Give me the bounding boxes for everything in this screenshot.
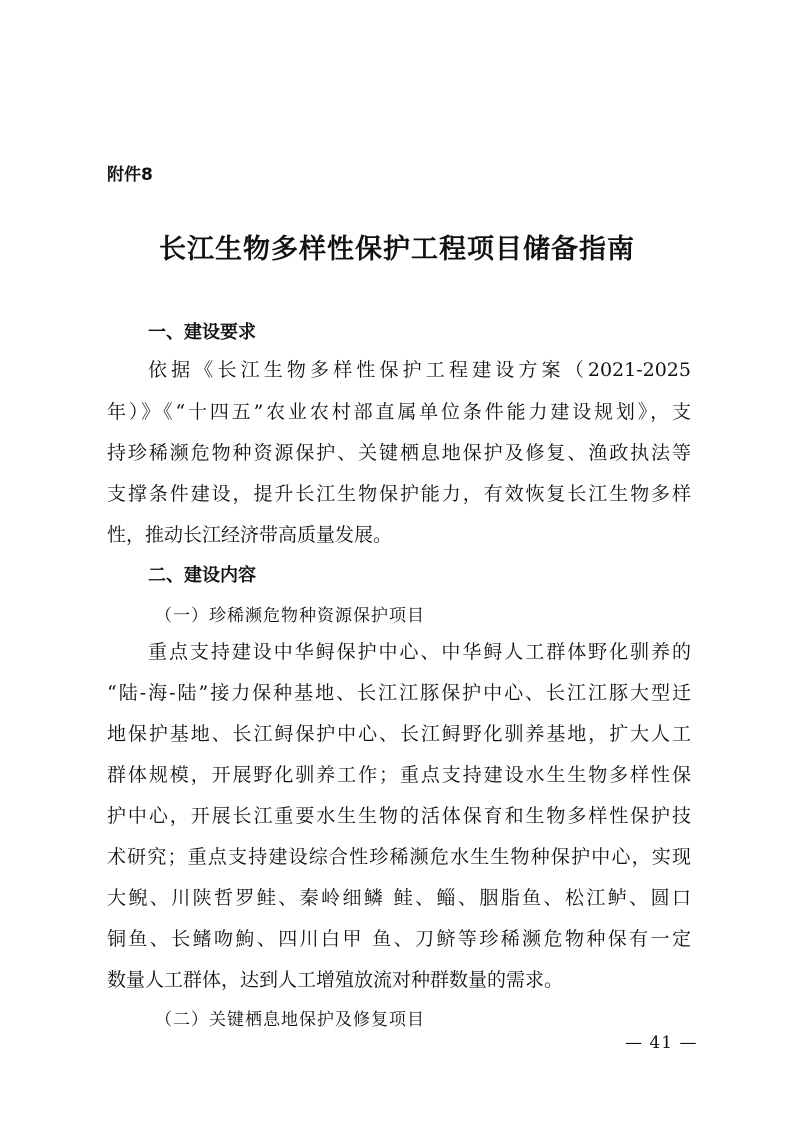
paragraph-line: 护中心，开展长江重要水生生物的活体保育和生物多样性保护技 [107, 805, 691, 827]
paragraph-line: 持珍稀濒危物种资源保护、关键栖息地保护及修复、渔政执法等 [107, 442, 691, 464]
section-heading-content: 二、建设内容 [148, 565, 256, 586]
paragraph-line: 年）》《“十四五”农业农村部直属单位条件能力建设规划》，支 [107, 401, 691, 423]
attachment-label: 附件8 [107, 165, 153, 185]
paragraph-line: 支撑条件建设，提升长江生物保护能力，有效恢复长江生物多样 [107, 483, 691, 505]
paragraph-line: 铜鱼、长鳍吻鮈、四川白甲 鱼、刀鲚等珍稀濒危物种保有一定 [107, 928, 691, 950]
paragraph-line: 数量人工群体，达到人工增殖放流对种群数量的需求。 [107, 969, 564, 991]
paragraph-line: “陆-海-陆”接力保种基地、长江江豚保护中心、长江江豚大型迁 [107, 682, 691, 704]
paragraph-line: 重点支持建设中华鲟保护中心、中华鲟人工群体野化驯养的 [148, 641, 691, 663]
paragraph-line: 群体规模，开展野化驯养工作；重点支持建设水生生物多样性保 [107, 764, 691, 786]
document-title: 长江生物多样性保护工程项目储备指南 [159, 234, 635, 265]
paragraph-line: 地保护基地、长江鲟保护中心、长江鲟野化驯养基地，扩大人工 [107, 723, 691, 745]
paragraph-line: 性，推动长江经济带高质量发展。 [107, 524, 393, 546]
paragraph-line: 依据《长江生物多样性保护工程建设方案（2021-2025 [148, 359, 691, 381]
paragraph-line: 术研究；重点支持建设综合性珍稀濒危水生生物种保护中心，实现 [107, 846, 691, 868]
subsection-heading-habitat: （二）关键栖息地保护及修复项目 [155, 1010, 425, 1030]
subsection-heading-species: （一）珍稀濒危物种资源保护项目 [155, 606, 425, 626]
section-heading-requirements: 一、建设要求 [148, 322, 256, 343]
page-number: — 41 — [625, 1033, 698, 1053]
paragraph-line: 大鲵、川陕哲罗鲑、秦岭细鳞 鲑、鲻、胭脂鱼、松江鲈、圆口 [107, 887, 691, 909]
